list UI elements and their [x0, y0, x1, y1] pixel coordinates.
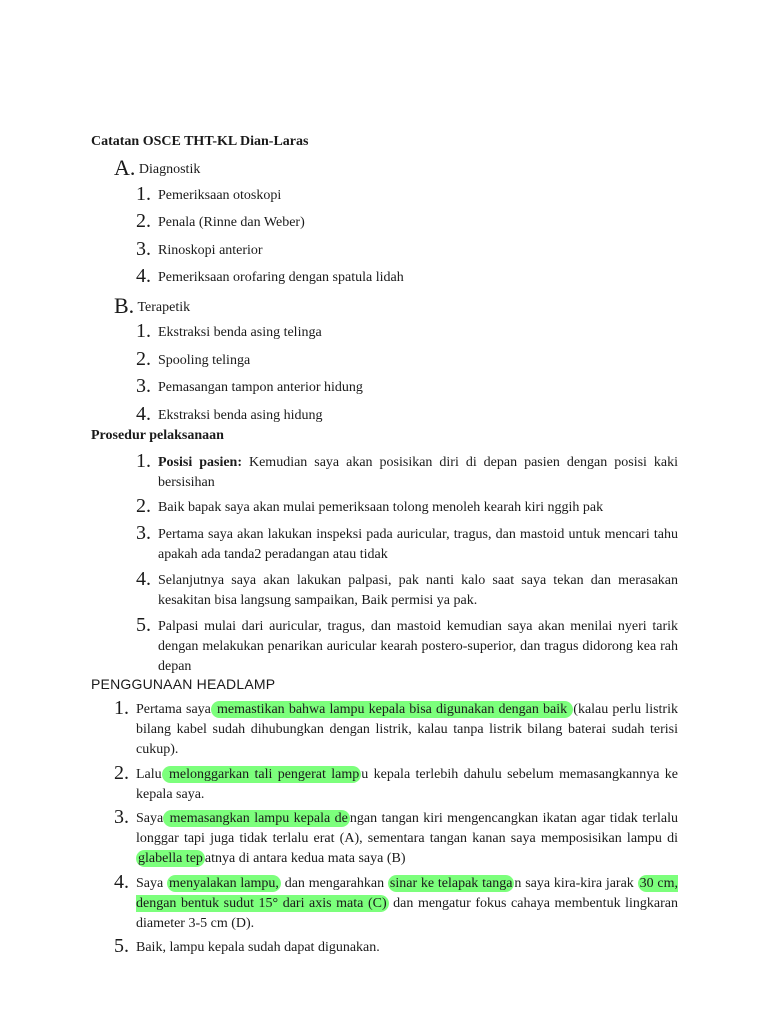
headlamp-heading: PENGGUNAAN HEADLAMP [91, 676, 276, 692]
highlighted-text: melonggarkan tali pengerat lamp [163, 767, 360, 782]
item-text: u kepala terlebih dahulu sebelum memasangkannya ke kepala saya. [136, 767, 679, 802]
list-item [136, 183, 678, 206]
list-item [114, 871, 679, 934]
list-item [114, 935, 678, 958]
item-text: n saya kira-kira jarak [514, 876, 638, 891]
item-number: 2. [136, 210, 151, 232]
item-text: Saya [136, 876, 167, 891]
list-item [136, 265, 678, 288]
section-marker: B. [114, 293, 135, 318]
item-number: 5. [114, 935, 129, 957]
item-number: 4. [136, 265, 151, 287]
item-number: 4. [136, 403, 151, 425]
item-text: Pemeriksaan orofaring dengan spatula lidah [158, 270, 404, 285]
item-text: dan mengarahkan [280, 876, 388, 891]
item-number: 5. [136, 614, 151, 636]
item-number: 3. [136, 522, 151, 544]
item-text: Penala (Rinne dan Weber) [158, 215, 305, 230]
document-title: Catatan OSCE THT-KL Dian-Laras [91, 134, 309, 149]
item-number: 1. [136, 320, 151, 342]
item-number: 2. [136, 495, 151, 517]
list-item [136, 614, 678, 677]
list-item [136, 403, 678, 426]
item-text: Pemasangan tampon anterior hidung [158, 380, 363, 395]
item-bold-label: Posisi pasien: [158, 455, 242, 470]
list-item [136, 238, 678, 261]
list-item [136, 495, 678, 518]
item-text: Lalu [136, 767, 162, 782]
list-item [136, 450, 678, 493]
list-item [114, 762, 679, 805]
list-item [136, 210, 678, 233]
section-a-heading [114, 157, 200, 179]
item-number: 3. [114, 806, 129, 828]
item-number: 1. [114, 697, 129, 719]
item-text: Spooling telinga [158, 353, 251, 368]
item-text: Kemudian saya akan posisikan diri di depan pasien dengan posisi kaki bersisihan [158, 455, 678, 490]
item-number: 3. [136, 238, 151, 260]
item-text: Pemeriksaan otoskopi [158, 188, 282, 203]
list-item [114, 806, 679, 869]
item-text: Saya [136, 811, 164, 826]
item-text: Ekstraksi benda asing telinga [158, 325, 322, 340]
highlighted-text: sinar ke telapak tanga [389, 876, 513, 891]
list-item [136, 568, 678, 611]
item-text: Palpasi mulai dari auricular, tragus, dan mastoid kemudian saya akan menilai nyeri tarik dengan melakukan penarikan auricular kearah postero-superior, dan tragus didorong kea rah depan [158, 619, 678, 674]
item-number: 1. [136, 183, 151, 205]
item-text: ngan tangan kiri mengencangkan ikatan agar tidak terlalu longgar tapi juga tidak terlalu erat (A), sementara tangan kanan saya memposisikan lampu di [136, 811, 679, 846]
item-text: Selanjutnya saya akan lakukan palpasi, pak nanti kalo saat saya tekan dan merasakan kesakitan bisa langsung sampaikan, Baik permisi ya pak. [158, 573, 678, 608]
item-text: (kalau perlu listrik bilang kabel sudah dihubungkan dengan listrik, kalau tanpa listrik bilang baterai sudah terisi cukup). [136, 702, 678, 757]
section-label: Terapetik [137, 300, 191, 315]
highlighted-text: glabella tep [138, 851, 203, 866]
item-text: Rinoskopi anterior [158, 243, 263, 258]
item-text: Pertama saya [136, 702, 211, 717]
item-number: 4. [114, 871, 129, 893]
section-label: Diagnostik [138, 162, 201, 177]
item-number: 2. [114, 762, 129, 784]
section-b-heading [114, 295, 190, 317]
item-number: 1. [136, 450, 151, 472]
highlighted-text: 30 cm, dengan bentuk sudut 15° dari axis mata (C) [136, 876, 678, 911]
list-item [136, 320, 678, 343]
prosedur-heading: Prosedur pelaksanaan [91, 428, 224, 443]
highlighted-text: memasangkan lampu kepala de [165, 811, 348, 826]
list-item [136, 522, 678, 565]
list-item [136, 375, 678, 398]
item-number: 3. [136, 375, 151, 397]
highlighted-text: menyalakan lampu, [169, 876, 279, 891]
list-item [114, 697, 678, 760]
item-text: Baik, lampu kepala sudah dapat digunakan. [136, 940, 380, 955]
item-text: Pertama saya akan lakukan inspeksi pada auricular, tragus, dan mastoid untuk mencari tahu apakah ada tanda2 peradangan atau tidak [158, 527, 678, 562]
list-item [136, 348, 678, 371]
item-text: dan mengatur fokus cahaya membentuk lingkaran diameter 3-5 cm (D). [136, 896, 679, 931]
highlighted-text: memastikan bahwa lampu kepala bisa digunakan dengan baik [212, 702, 572, 717]
item-text: atnya di antara kedua mata saya (B) [204, 851, 406, 866]
item-text: Ekstraksi benda asing hidung [158, 408, 323, 423]
item-number: 2. [136, 348, 151, 370]
section-marker: A. [114, 155, 136, 180]
item-number: 4. [136, 568, 151, 590]
item-text: Baik bapak saya akan mulai pemeriksaan tolong menoleh kearah kiri nggih pak [158, 500, 604, 515]
